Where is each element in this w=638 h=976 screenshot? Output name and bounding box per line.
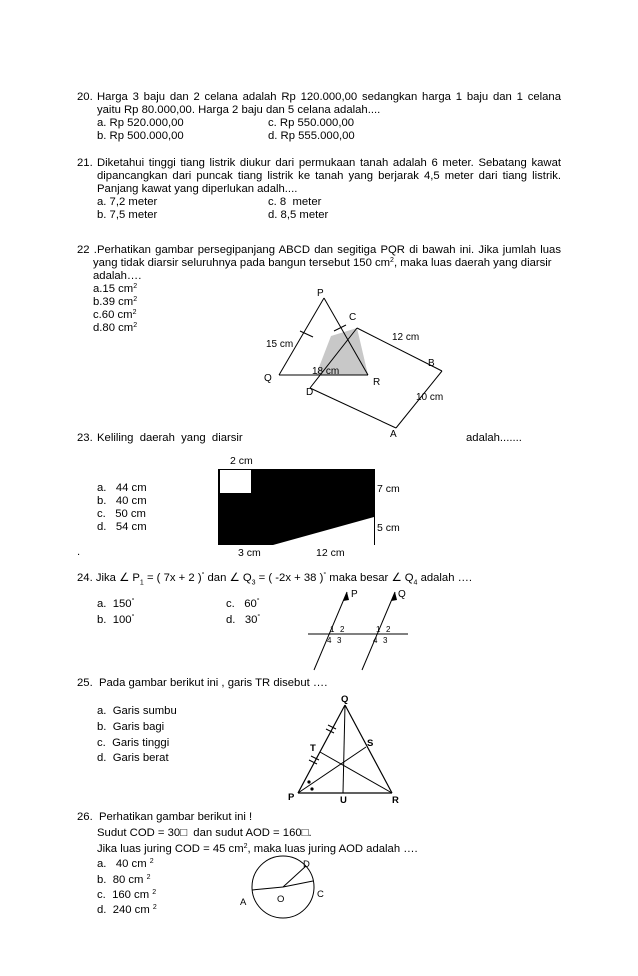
q25-label-p: P [288,792,295,803]
q23-stray-dot: . [77,546,81,558]
q24-angle-2-right: 2 [386,625,391,634]
q22-label-p: P [317,288,324,299]
q26-option-b: b. 80 cm $^2$ [97,874,151,886]
q24-angle-3-right: 3 [383,636,388,645]
q26-radius-oc [283,881,313,887]
q22-label-q: Q [264,373,272,384]
q20-option-d: d. Rp 555.000,00 [268,130,355,142]
q24-angle-3-left: 3 [337,636,342,645]
q23-text-tail: adalah....... [466,432,522,444]
q24-option-d: d. 30° [226,614,261,626]
q23-option-b: b. 40 cm [97,495,147,507]
q21-line1: Diketahui tinggi tiang listrik diukur dari permukaan tanah adalah 6 meter. Sebatang kawat [97,157,561,169]
q22-option-b: b.39 $cm^2$ [93,296,138,308]
q20-option-c: c. Rp 550.000,00 [268,117,355,129]
q23-text: Keliling daerah yang diarsir [97,432,243,444]
q21-number: 21. [77,157,93,169]
q22-option-a: a.15 $cm^2$ [93,283,138,295]
q22-label-a: A [390,429,397,440]
q22-label-12cm: 12 cm [392,332,420,343]
q25-label-q: Q [341,694,349,705]
q22-label-r: R [373,377,381,388]
q22-option-d: d.80 $cm^2$ [93,322,138,334]
q22-label-c: C [349,312,357,323]
q26-option-d: d. 240 cm $^2$ [97,904,157,916]
q25-label-s: S [367,738,374,749]
q23-option-a: a. 44 cm [97,482,147,494]
q26-label-a: A [240,897,247,908]
q21-option-a: a. 7,2 meter [97,196,158,208]
q25-label-r: R [392,795,399,806]
q23-number: 23. [77,432,93,444]
q22-label-b: B [428,358,435,369]
q22-option-c: c.60 $cm^2$ [93,309,137,321]
q23-label-3cm: 3 cm [238,547,261,559]
q24-label-p: P [351,589,358,600]
q24-option-c: c. 60° [226,598,260,610]
q25-label-t: T [310,743,316,754]
q22-line1: 22 .Perhatikan gambar persegipanjang ABCD dan segitiga PQR di bawah ini. Jika jumlah luas [77,244,561,256]
q21-option-b: b. 7,5 meter [97,209,158,221]
q21-line2: dipancangkan dari puncak tiang listrik ke tanah yang berjarak 4,5 meter dari tiang listrik. [97,170,561,182]
q22-label-10cm: 10 cm [416,392,444,403]
q24-option-b: b. 100° [97,614,135,626]
q26-radius-oa [252,887,283,890]
q23-label-12cm: 12 cm [316,547,345,559]
q26-line3: Jika luas juring COD = 45 $cm^2$, maka luas juring AOD adalah …. [97,843,418,855]
q23-option-c: c. 50 cm [97,508,146,520]
q24-angle-4-right: 4 [373,636,378,645]
q21-option-c: c. 8 meter [268,196,322,208]
q25-option-d: d. Garis berat [97,752,169,764]
angle-icon: ∠ [229,572,240,584]
q20-line1: Harga 3 baju dan 2 celana adalah Rp 120.000,00 sedangkan harga 1 baju dan 1 celana [97,91,561,103]
q20-line2: yaitu Rp 80.000,00. Harga 2 baju dan 5 celana adalah.... [97,104,381,116]
q24-question: 24. Jika ∠ $P_1$ = ( 7x + 2 )° dan ∠ $Q_3$ = ( -2x + 38 )° maka besar ∠ $Q_4$ adalah …. [77,572,473,587]
q24-option-a: a. 150° [97,598,135,610]
q24-angle-1-right: 1 [376,625,381,634]
q23-label-7cm: 7 cm [377,483,400,495]
q22-label-18cm: 18 cm [312,366,340,377]
q20-number: 20. [77,91,93,103]
angle-icon: ∠ [119,572,130,584]
q23-option-d: d. 54 cm [97,521,147,533]
q26-label-o: O [277,894,285,905]
q26-option-c: c. 160 cm $^2$ [97,889,157,901]
q22-line2: yang tidak diarsir seluruhnya pada bangun tersebut 150 $cm^2$, maka luas daerah yang diarsir [93,257,552,269]
q22-label-d: D [306,387,314,398]
q20-option-b: b. Rp 500.000,00 [97,130,184,142]
q25-question: 25. Pada gambar berikut ini , garis TR disebut …. [77,677,328,689]
q25-option-c: c. Garis tinggi [97,737,170,749]
q24-label-q: Q [398,589,406,600]
q25-label-u: U [340,795,347,806]
q25-option-a: a. Garis sumbu [97,705,177,717]
q22-line3: adalah…. [93,270,142,282]
q26-option-a: a. 40 cm $^2$ [97,858,154,870]
angle-icon: ∠ [391,572,402,584]
q24-angle-2-left: 2 [340,625,345,634]
q21-option-d: d. 8,5 meter [268,209,329,221]
q22-label-15cm: 15 cm [266,339,294,350]
q26-line2: Sudut COD = 30□ dan sudut AOD = 160□. [97,827,312,839]
q20-option-a: a. Rp 520.000,00 [97,117,184,129]
q24-angle-4-left: 4 [327,636,332,645]
q26-label-d: D [303,859,310,870]
q25-option-b: b. Garis bagi [97,721,165,733]
q23-label-2cm: 2 cm [230,455,253,467]
q23-label-5cm: 5 cm [377,522,400,534]
q21-line3: Panjang kawat yang diperlukan adalh.... [97,183,298,195]
q26-line1: 26. Perhatikan gambar berikut ini ! [77,811,253,823]
q26-label-c: C [317,889,324,900]
q24-angle-1-left: 1 [330,625,335,634]
